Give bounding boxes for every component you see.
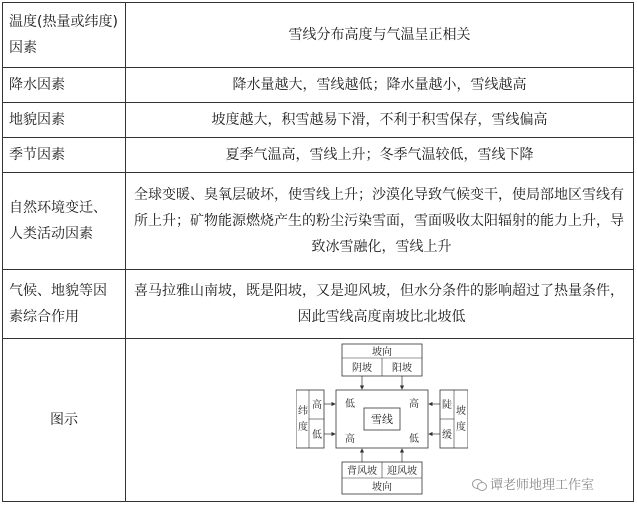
table-row — [3, 173, 634, 270]
latitude-high: 高 — [312, 400, 322, 411]
bottom-aspect-title: 坡向 — [372, 482, 392, 493]
inner-bottom-left: 高 — [345, 434, 355, 445]
table-row — [3, 68, 634, 103]
latitude-title-1: 纬 — [298, 406, 308, 417]
sunny-slope-label: 阳坡 — [392, 363, 412, 374]
gradient-title-2: 度 — [456, 422, 466, 433]
gradient-title-1: 坡 — [456, 406, 466, 417]
table-row — [3, 3, 634, 68]
row-label-terrain: 地貌因素 — [3, 103, 126, 138]
table-row — [3, 270, 634, 339]
snowline-center-label: 雪线 — [371, 413, 393, 426]
inner-bottom-right: 低 — [409, 434, 419, 445]
row-label-diagram: 图示 — [3, 339, 126, 502]
row-label-precipitation: 降水因素 — [3, 68, 126, 103]
row-label-combined: 气候、地貌等因素综合作用 — [3, 270, 126, 339]
row-label-environment: 自然环境变迁、人类活动因素 — [3, 173, 126, 270]
watermark-text: 谭老师地理工作室 — [490, 478, 595, 493]
row-content-season: 夏季气温高，雪线上升；冬季气温较低，雪线下降 — [126, 138, 634, 173]
gradient-steep: 陡 — [442, 400, 452, 411]
row-label-temperature: 温度(热量或纬度)因素 — [3, 3, 126, 68]
snowline-factors-table — [2, 2, 634, 502]
row-content-temperature: 雪线分布高度与气温呈正相关 — [126, 3, 634, 68]
watermark — [472, 474, 594, 493]
leeward-slope-label: 背风坡 — [347, 466, 377, 477]
top-aspect-title: 坡向 — [372, 347, 392, 358]
table-row — [3, 103, 634, 138]
row-content-combined: 喜马拉雅山南坡，既是阳坡，又是迎风坡，但水分条件的影响超过了热量条件，因此雪线高度南坡比北坡低 — [126, 270, 634, 339]
wechat-icon — [472, 478, 486, 490]
gradient-gentle: 缓 — [442, 430, 452, 441]
windward-slope-label: 迎风坡 — [387, 466, 417, 477]
row-content-terrain: 坡度越大，积雪越易下滑，不利于积雪保存，雪线偏高 — [126, 103, 634, 138]
row-label-season: 季节因素 — [3, 138, 126, 173]
row-content-environment: 全球变暖、臭氧层破坏，使雪线上升；沙漠化导致气候变干，使局部地区雪线有所上升；矿物能源燃烧产生的粉尘污染雪面，雪面吸收太阳辐射的能力上升，导致冰雪融化，雪线上升 — [126, 173, 634, 270]
inner-top-right: 高 — [409, 399, 419, 410]
latitude-low: 低 — [312, 430, 322, 441]
table-row — [3, 138, 634, 173]
latitude-title-2: 度 — [298, 422, 308, 433]
row-content-precipitation: 降水量越大，雪线越低；降水量越小，雪线越高 — [126, 68, 634, 103]
shady-slope-label: 阴坡 — [352, 363, 372, 374]
inner-top-left: 低 — [345, 399, 355, 410]
diagram-graphic — [296, 342, 468, 496]
